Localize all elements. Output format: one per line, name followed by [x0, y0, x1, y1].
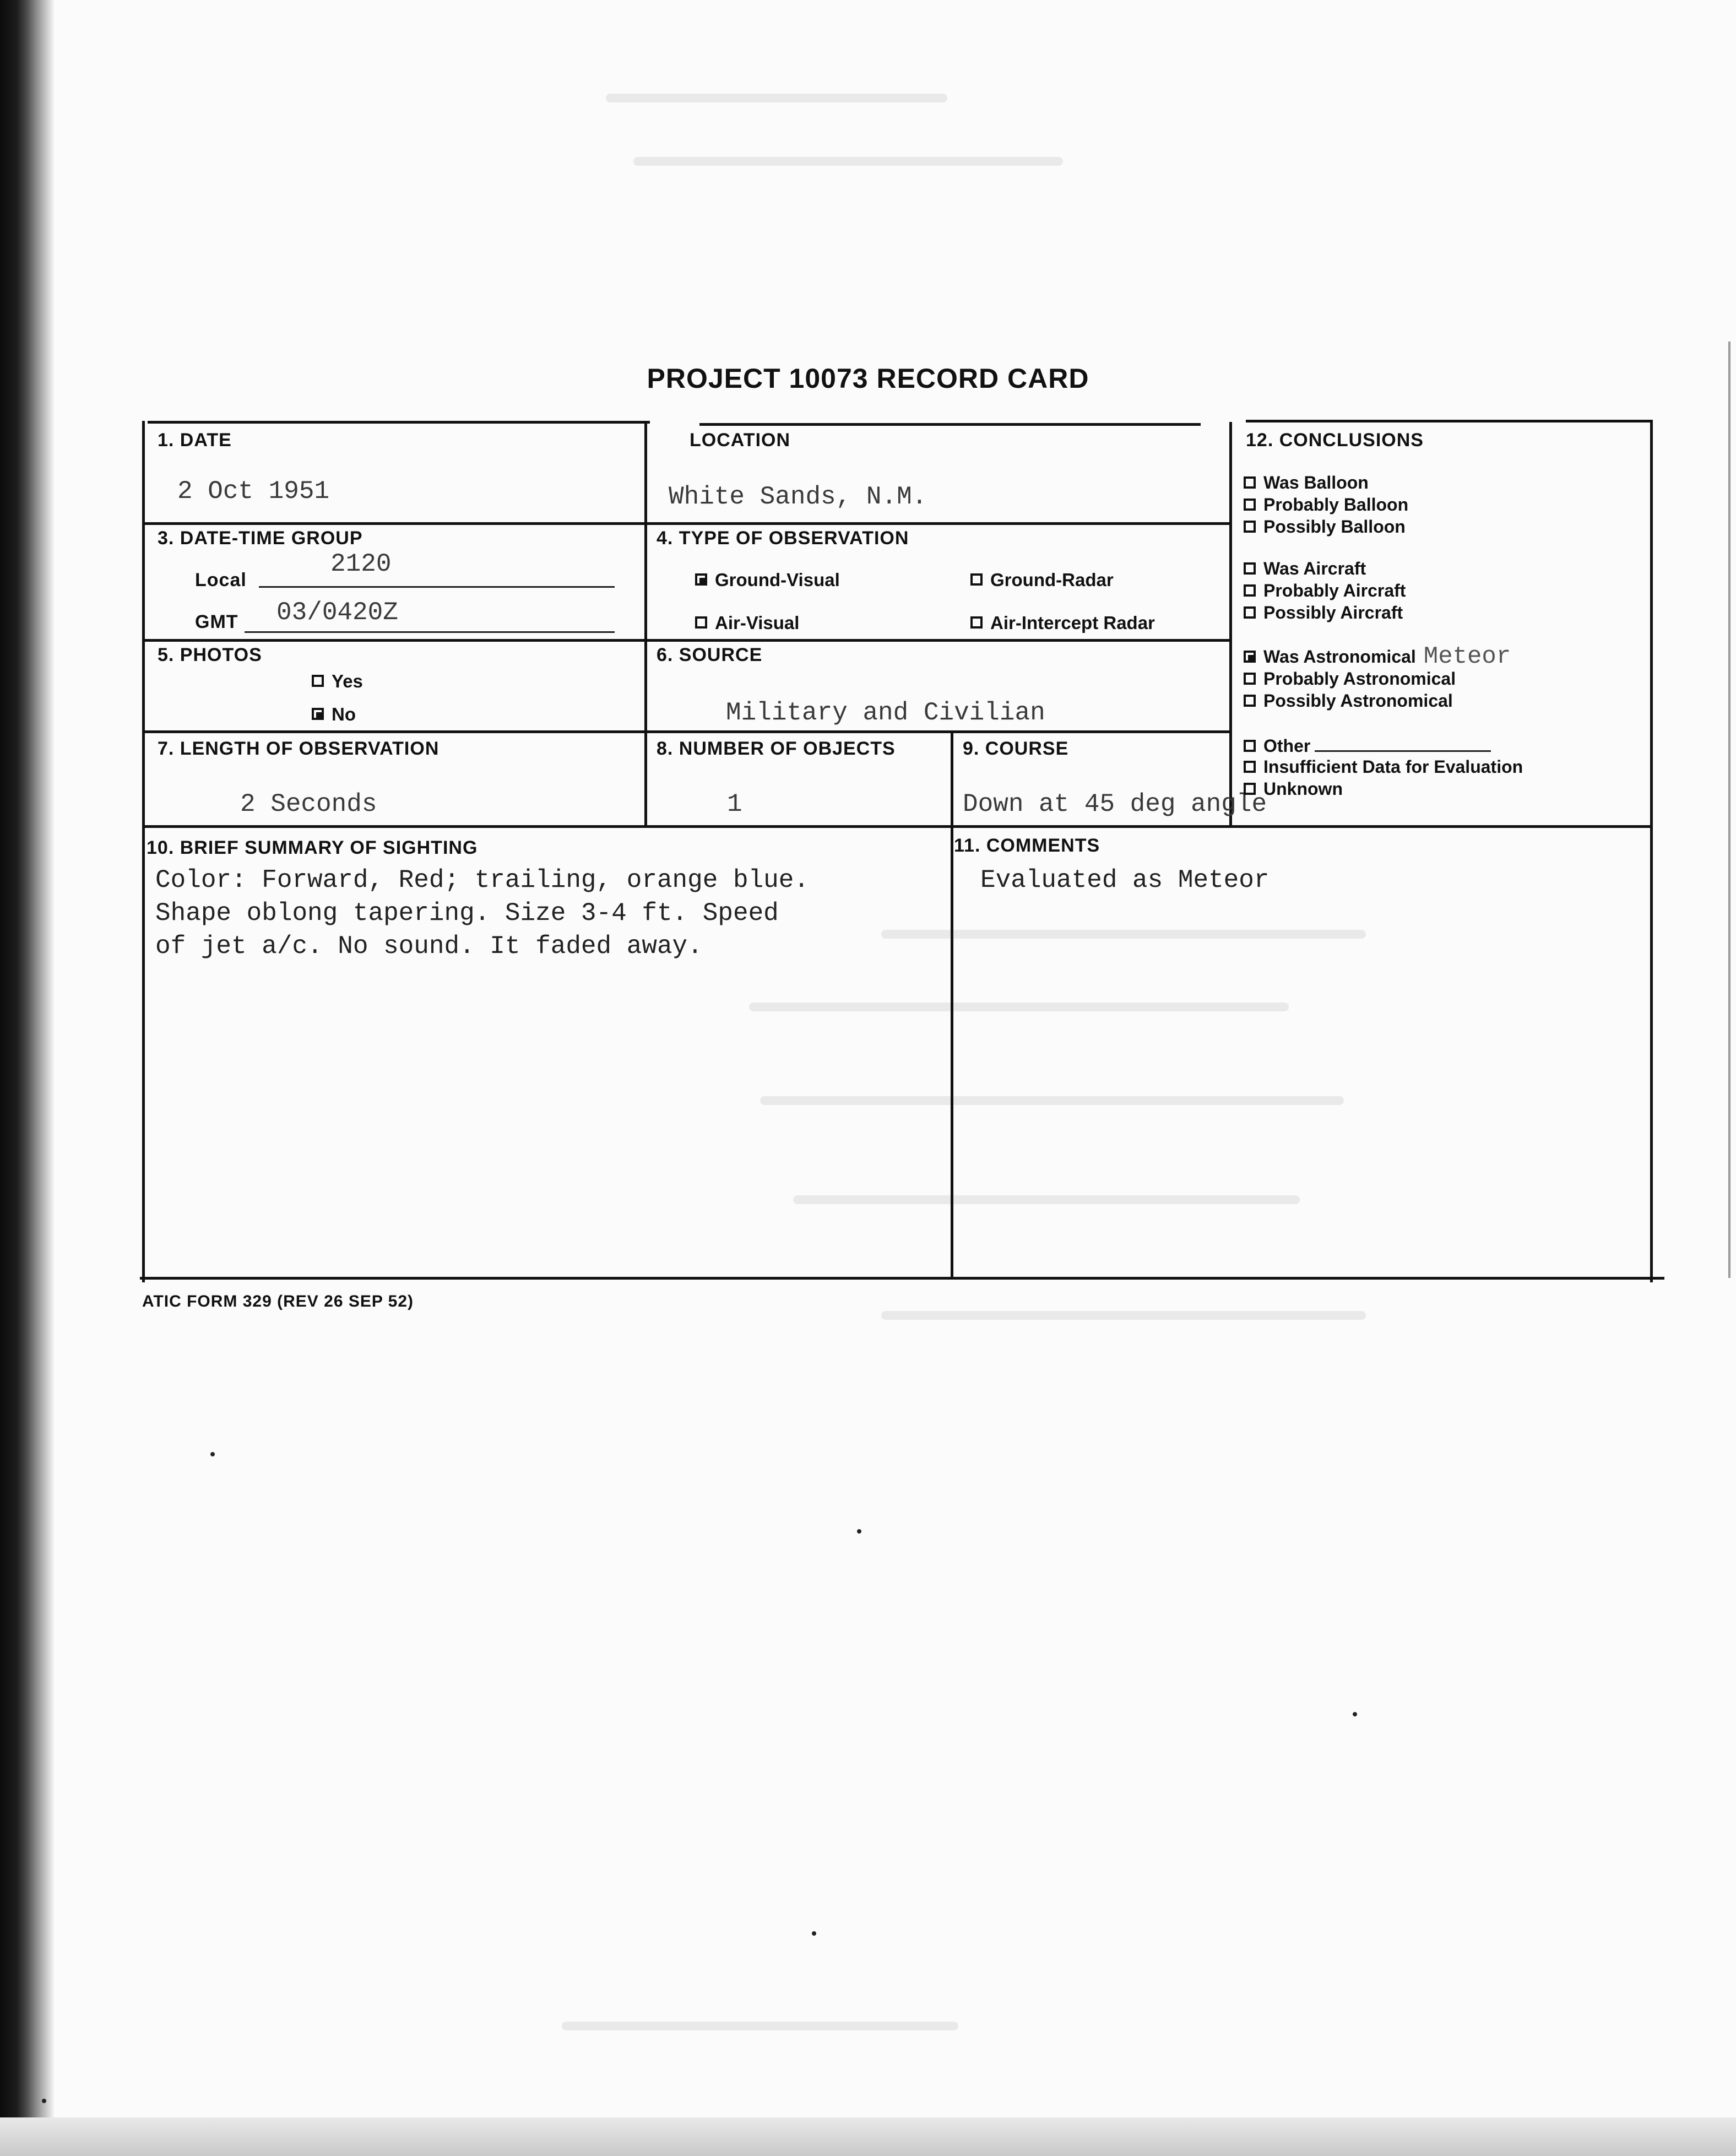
- conclusions-label: 12. CONCLUSIONS: [1246, 430, 1424, 451]
- col-divider-1: [644, 422, 647, 826]
- gmt-time-value: 03/0420Z: [276, 598, 398, 627]
- checkbox-empty-icon: [970, 573, 983, 586]
- location-label: LOCATION: [690, 430, 791, 451]
- scan-left-edge: [0, 0, 54, 2156]
- checkbox-checked-icon: [1244, 651, 1256, 663]
- bleed-through-mark: [606, 94, 947, 102]
- checkbox-empty-icon: [1244, 521, 1256, 533]
- length-of-observation-label: 7. LENGTH OF OBSERVATION: [158, 738, 440, 759]
- type-of-observation-label: 4. TYPE OF OBSERVATION: [657, 528, 909, 549]
- number-of-objects-label: 8. NUMBER OF OBJECTS: [657, 738, 896, 759]
- form-identifier: ATIC FORM 329 (REV 26 SEP 52): [142, 1292, 414, 1310]
- conclusion-insufficient-data[interactable]: Insufficient Data for Evaluation: [1244, 756, 1523, 778]
- local-label: Local: [195, 570, 247, 591]
- bleed-through-mark: [562, 2022, 958, 2030]
- date-value: 2 Oct 1951: [177, 477, 330, 506]
- col-divider-3: [951, 733, 953, 1278]
- checkbox-empty-icon: [1244, 562, 1256, 575]
- speck: [812, 1931, 816, 1936]
- top-rule-left: [148, 421, 650, 424]
- local-underline: [259, 586, 615, 588]
- summary-line-3: of jet a/c. No sound. It faded away.: [155, 932, 703, 961]
- summary-line-2: Shape oblong tapering. Size 3-4 ft. Speed: [155, 899, 779, 928]
- comments-label: 11. COMMENTS: [954, 835, 1100, 856]
- checkbox-checked-icon: [312, 708, 324, 720]
- bleed-through-mark: [881, 1311, 1366, 1320]
- bleed-through-mark: [881, 930, 1366, 939]
- card-title: PROJECT 10073 RECORD CARD: [647, 363, 1089, 394]
- right-border: [1650, 420, 1653, 1282]
- option-photos-no[interactable]: No: [312, 704, 356, 725]
- conclusion-was-aircraft[interactable]: Was Aircraft: [1244, 557, 1366, 579]
- other-fill-line: [1315, 735, 1491, 752]
- left-border: [142, 421, 145, 1282]
- astronomical-note: Meteor: [1423, 643, 1511, 670]
- course-label: 9. COURSE: [963, 738, 1069, 759]
- gmt-underline: [245, 631, 615, 633]
- scan-bottom-edge: [0, 2117, 1736, 2156]
- checkbox-empty-icon: [970, 616, 983, 629]
- top-rule-middle: [699, 423, 1201, 426]
- conclusion-possibly-astronomical[interactable]: Possibly Astronomical: [1244, 690, 1453, 712]
- option-air-visual[interactable]: Air-Visual: [695, 613, 799, 633]
- option-air-intercept-radar[interactable]: Air-Intercept Radar: [970, 613, 1155, 633]
- checkbox-empty-icon: [1244, 740, 1256, 752]
- checkbox-empty-icon: [1244, 761, 1256, 773]
- conclusion-was-astronomical[interactable]: Was Astronomical Meteor: [1244, 646, 1511, 668]
- conclusion-probably-astronomical[interactable]: Probably Astronomical: [1244, 668, 1456, 690]
- source-value: Military and Civilian: [726, 698, 1045, 727]
- summary-line-1: Color: Forward, Red; trailing, orange blue.: [155, 866, 809, 895]
- bleed-through-mark: [793, 1195, 1300, 1204]
- length-of-observation-value: 2 Seconds: [240, 790, 377, 819]
- checkbox-empty-icon: [1244, 606, 1256, 619]
- conclusion-probably-aircraft[interactable]: Probably Aircraft: [1244, 579, 1406, 602]
- location-value: White Sands, N.M.: [669, 483, 927, 511]
- speck: [857, 1529, 861, 1534]
- option-photos-yes[interactable]: Yes: [312, 671, 363, 692]
- bleed-through-mark: [760, 1096, 1344, 1105]
- checkbox-empty-icon: [695, 616, 707, 629]
- conclusion-unknown[interactable]: Unknown: [1244, 778, 1343, 800]
- bleed-through-mark: [633, 157, 1063, 166]
- checkbox-empty-icon: [1244, 584, 1256, 597]
- bottom-border: [140, 1277, 1664, 1280]
- number-of-objects-value: 1: [727, 790, 742, 819]
- row-rule-1: [142, 522, 1230, 525]
- conclusion-possibly-balloon[interactable]: Possibly Balloon: [1244, 516, 1406, 538]
- source-label: 6. SOURCE: [657, 644, 763, 665]
- conclusion-possibly-aircraft[interactable]: Possibly Aircraft: [1244, 602, 1403, 624]
- col-divider-2: [1229, 422, 1232, 826]
- checkbox-empty-icon: [1244, 499, 1256, 511]
- speck: [42, 2099, 46, 2103]
- comments-value: Evaluated as Meteor: [980, 866, 1270, 895]
- photos-label: 5. PHOTOS: [158, 644, 262, 665]
- date-time-group-label: 3. DATE-TIME GROUP: [158, 528, 363, 549]
- checkbox-empty-icon: [1244, 783, 1256, 795]
- row-rule-4: [142, 825, 1652, 828]
- option-ground-radar[interactable]: Ground-Radar: [970, 570, 1114, 591]
- checkbox-empty-icon: [1244, 673, 1256, 685]
- summary-label: 10. BRIEF SUMMARY OF SIGHTING: [147, 837, 478, 858]
- local-time-value: 2120: [330, 550, 392, 578]
- speck: [1353, 1712, 1357, 1716]
- option-ground-visual[interactable]: Ground-Visual: [695, 570, 840, 591]
- bleed-through-mark: [749, 1003, 1289, 1011]
- conclusion-probably-balloon[interactable]: Probably Balloon: [1244, 494, 1408, 516]
- checkbox-empty-icon: [1244, 476, 1256, 489]
- row-rule-3: [142, 730, 1230, 733]
- conclusion-was-balloon[interactable]: Was Balloon: [1244, 472, 1369, 494]
- date-label: 1. DATE: [158, 430, 232, 451]
- row-rule-2: [142, 639, 1230, 642]
- checkbox-empty-icon: [312, 675, 324, 687]
- checkbox-checked-icon: [695, 573, 707, 586]
- checkbox-empty-icon: [1244, 695, 1256, 707]
- scan-right-edge: [1728, 342, 1730, 1278]
- conclusion-other[interactable]: Other: [1244, 735, 1491, 757]
- speck: [210, 1452, 215, 1456]
- top-rule-right: [1246, 420, 1650, 422]
- gmt-label: GMT: [195, 611, 238, 632]
- course-value: Down at 45 deg angle: [963, 790, 1267, 819]
